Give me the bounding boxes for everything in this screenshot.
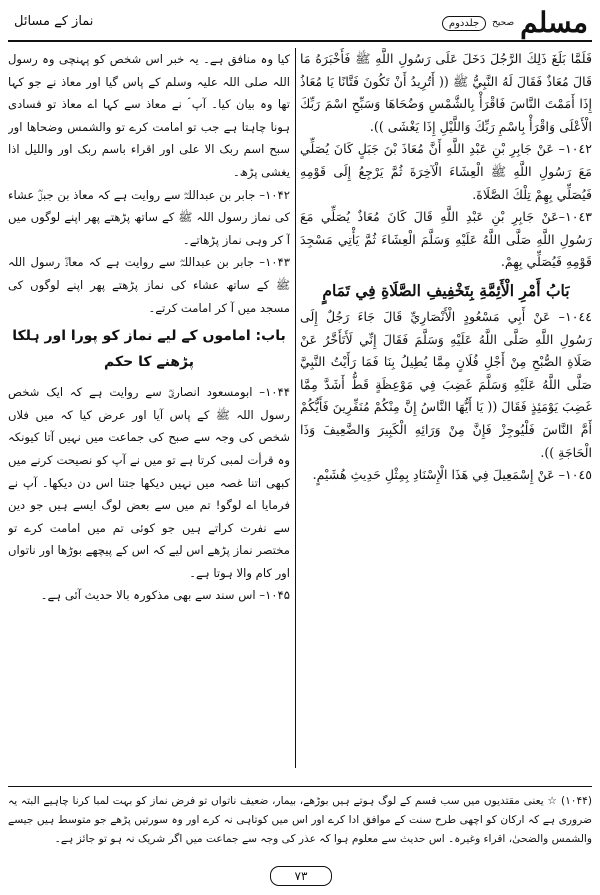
arabic-hadith-1044: ١٠٤٤– عَنْ أَبِي مَسْعُودٍ الْأَنْصَارِيِّ قَالَ جَاءَ رَجُلٌ إِلَى رَسُولِ اللَّهِ صَلَّى اللَّهُ عَلَيْهِ وَسَلَّمَ فَقَالَ إِنِّي لَأَتَأَخَّرُ عَنْ صَلَاةِ الصُّبْحِ مِنْ أَجْلِ فُلَانٍ مِمَّا يُطِيلُ بِنَا فَمَا رَأَيْتُ النَّبِيَّ صَلَّى اللَّهُ عَلَيْهِ وَسَلَّمَ غَضِبَ فِي مَوْعِظَةٍ قَطُّ أَشَدَّ مِمَّا غَضِبَ يَوْمَئِذٍ فَقَالَ (( يَا أَيُّهَا النَّاسُ إِنَّ مِنْكُمْ مُنَفِّرِينَ فَأَيُّكُمْ أَمَّ النَّاسَ فَلْيُوجِزْ فَإِنَّ مِنْ وَرَائِهِ الْكَبِيرَ وَالضَّعِيفَ وَذَا الْحَاجَةِ )). (300, 308, 592, 460)
page (8, 6, 592, 889)
arabic-chapter-heading: بَابُ أَمْرِ الْأَئِمَّةِ بِتَخْفِيفِ الصَّلَاةِ فِي تَمَامٍ (322, 280, 570, 300)
arabic-hadith-1045: ١٠٤٥– عَنْ إِسْمَعِيلَ فِي هَذَا الْإِسْنَادِ بِمِثْلِ حَدِيثِ هُشَيْمٍ. (312, 467, 592, 483)
urdu-hadith-1043: ۱۰۴۳– جابر بن عبداللہؓ سے روایت ہے کہ معاذؓ رسول اللہ ﷺ کے ساتھ عشاء کی نماز پڑھتے پھر اپنے لوگوں کی مسجد میں آ کر امامت کرتے۔ (8, 255, 290, 315)
urdu-hadith-1042: ۱۰۴۲– جابر بن عبداللہؓ سے روایت ہے کہ معاذ بن جبلؓ عشاء کی نماز رسول اللہ ﷺ کے ساتھ پڑھتے پھر اپنے لوگوں میں آ کر وہی نماز پڑھاتے۔ (8, 187, 290, 247)
chapter-subtitle: نماز کے مسائل (14, 14, 94, 29)
page-header (8, 6, 592, 44)
urdu-hadith-1044: ۱۰۴۴– ابومسعود انصاریؓ سے روایت ہے کہ ایک شخص رسول اللہ ﷺ کے پاس آیا اور عرض کیا کہ میں فلاں شخص کی وجہ سے صبح کی جماعت میں نہیں آتا کیونکہ وہ قرأت لمبی کرتا ہے تو میں نے آپ کو نصیحت کرنے میں کبھی اتنا غصہ میں نہیں دیکھا جتنا اس دن دیکھا۔ آپ نے فرمایا اے لوگو! تم میں سے بعض لوگ ایسے ہیں جو دین سے نفرت کراتے ہیں جو کوئی تم میں امامت کرے تو مختصر نماز پڑھے اس لیے کہ اس کے پیچھے بوڑھا اور ناتواں اور کام والا ہوتا ہے۔ (8, 385, 290, 580)
page-number: ۷۳ (270, 866, 332, 886)
footnote-rule (8, 786, 592, 787)
volume-badge: جلددوم (442, 16, 486, 31)
urdu-chapter-heading: باب: اماموں کے لیے نماز کو پورا اور ہلکا پڑھنے کا حکم (12, 328, 286, 371)
urdu-hadith-1045: ۱۰۴۵– اس سند سے بھی مذکورہ بالا حدیث آئی ہے۔ (40, 588, 290, 603)
footnote: (۱۰۴۴) ☆ یعنی مقتدیوں میں سب قسم کے لوگ ہوتے ہیں بوڑھے، بیمار، ضعیف ناتواں تو فرض نماز کو بہت لمبا کرنا چاہیے البتہ یہ ضروری ہے کہ ارکان کو اچھی طرح سنت کے موافق ادا کرے اور اس میں کوتاہی نہ کرے اور وہ سورتیں پڑھے جو متوسط ہیں جیسے والشمس والضحیٰ، اقراء وغیرہ۔ اس حدیث سے معلوم ہوا کہ عذر کی وجہ سے جماعت میں اگر شریک نہ ہو تو جائز ہے۔ (8, 795, 592, 845)
arabic-hadith-1042: ١٠٤٢– عَنْ جَابِرِ بْنِ عَبْدِ اللَّهِ أَنَّ مُعَاذَ بْنَ جَبَلٍ كَانَ يُصَلِّي مَعَ رَسُولِ اللَّهِ ﷺ الْعِشَاءَ الْآخِرَةَ ثُمَّ يَرْجِعُ إِلَى قَوْمِهِ فَيُصَلِّي بِهِمْ تِلْكَ الصَّلَاةَ. (300, 141, 592, 202)
arabic-column (300, 48, 592, 768)
column-divider (295, 48, 296, 768)
arabic-hadith-1043: ١٠٤٣–عَنْ جَابِرِ بْنِ عَبْدِ اللَّهِ قَالَ كَانَ مُعَاذٌ يُصَلِّي مَعَ رَسُولِ اللَّهِ صَلَّى اللَّهُ عَلَيْهِ وَسَلَّمَ الْعِشَاءَ ثُمَّ يَأْتِي مَسْجِدَ قَوْمِهِ فَيُصَلِّي بِهِمْ. (300, 209, 592, 270)
book-logo: مسلم (520, 6, 588, 39)
urdu-hadith-continuation: کیا وہ منافق ہے۔ یہ خبر اس شخص کو پہنچی وہ رسول اللہ صلی اللہ علیہ وسلم کے پاس گیا اور معاذ نے جو کہا تھا وہ بیان کیا۔ آپ ؐ نے معاذ سے کہا اے معاذ تو فسادی ہونا چاہتا ہے جب تو امامت کرے تو والشمس وضحاھا اور سبح اسم ربک الا علی اور اقراء باسم ربک اور واللیل اذا یغشی پڑھ۔ (8, 52, 290, 179)
book-title-block (442, 8, 588, 38)
urdu-column (8, 48, 290, 768)
arabic-hadith-continuation: فَلَمَّا بَلَغَ ذَلِكَ الرَّجُلَ دَخَلَ عَلَى رَسُولِ اللَّهِ ﷺ فَأَخْبَرَهُ مَا قَالَ مُعَاذٌ فَقَالَ لَهُ النَّبِيُّ ﷺ (( أَتُرِيدُ أَنْ تَكُونَ فَتَّانًا يَا مُعَاذُ إِذَا أَمَمْتَ النَّاسَ فَاقْرَأْ بِالشَّمْسِ وَضُحَاهَا وَسَبِّحِ اسْمَ رَبِّكَ الْأَعْلَى وَاقْرَأْ بِاسْمِ رَبِّكَ وَاللَّيْلِ إِذَا يَغْشَى )). (300, 51, 592, 134)
book-logo-mark: صحیح (492, 18, 515, 28)
header-rule (8, 40, 592, 42)
